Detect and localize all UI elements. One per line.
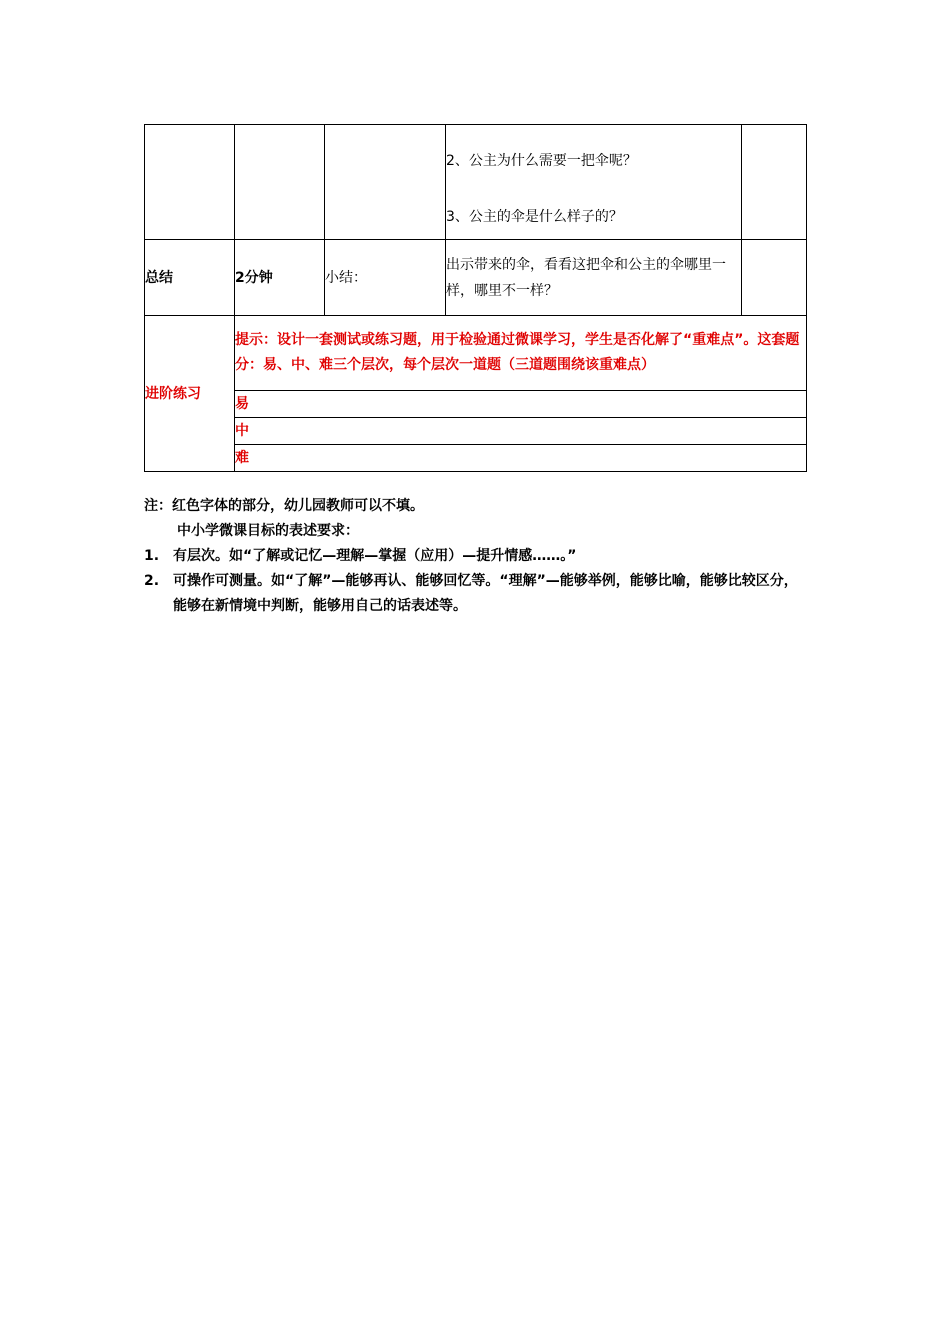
content-cell — [446, 125, 742, 240]
remark-cell — [742, 125, 807, 240]
list-number: 2. — [144, 573, 160, 589]
lesson-table — [144, 124, 807, 472]
level-medium: 中 — [235, 418, 807, 445]
summary-content: 出示带来的伞，看看这把伞和公主的伞哪里一样，哪里不一样？ — [446, 240, 742, 316]
table-row-easy — [145, 391, 807, 418]
list-text: 有层次。如“了解或记忆—理解—掌握（应用）—提升情感……。” — [173, 548, 577, 564]
table-row-medium — [145, 418, 807, 445]
table-row — [145, 125, 807, 240]
level-hard: 难 — [235, 445, 807, 472]
note-line-2: 中小学微课目标的表述要求： — [177, 523, 359, 539]
duration-summary: 2分钟 — [235, 240, 325, 316]
notes-section — [144, 494, 806, 619]
list-text: 可操作可测量。如“了解”—能够再认、能够回忆等。“理解”—能够举例，能够比喻，能够比较区分，能够在新情境中判断，能够用自己的话表述等。 — [173, 573, 798, 614]
list-item — [144, 569, 806, 619]
question-3: 3、公主的伞是什么样子的？ — [446, 209, 623, 225]
practice-hint: 提示：设计一套测试或练习题，用于检验通过微课学习，学生是否化解了“重难点”。这套题分：易、中、难三个层次，每个层次一道题（三道题围绕该重难点） — [235, 316, 807, 391]
activity-summary: 小结： — [325, 240, 446, 316]
time-cell — [235, 125, 325, 240]
requirements-list — [144, 544, 806, 619]
level-easy: 易 — [235, 391, 807, 418]
table-row-summary — [145, 240, 807, 316]
table-row-practice-hint — [145, 316, 807, 391]
note-line-1: 注：红色字体的部分，幼儿园教师可以不填。 — [144, 498, 424, 514]
activity-cell — [325, 125, 446, 240]
remark-cell — [742, 240, 807, 316]
list-item — [144, 544, 806, 569]
stage-cell — [145, 125, 235, 240]
table-row-hard — [145, 445, 807, 472]
practice-label: 进阶练习 — [145, 316, 235, 472]
question-2: 2、公主为什么需要一把伞呢？ — [446, 153, 637, 169]
list-number: 1. — [144, 548, 160, 564]
stage-summary: 总结 — [145, 240, 235, 316]
